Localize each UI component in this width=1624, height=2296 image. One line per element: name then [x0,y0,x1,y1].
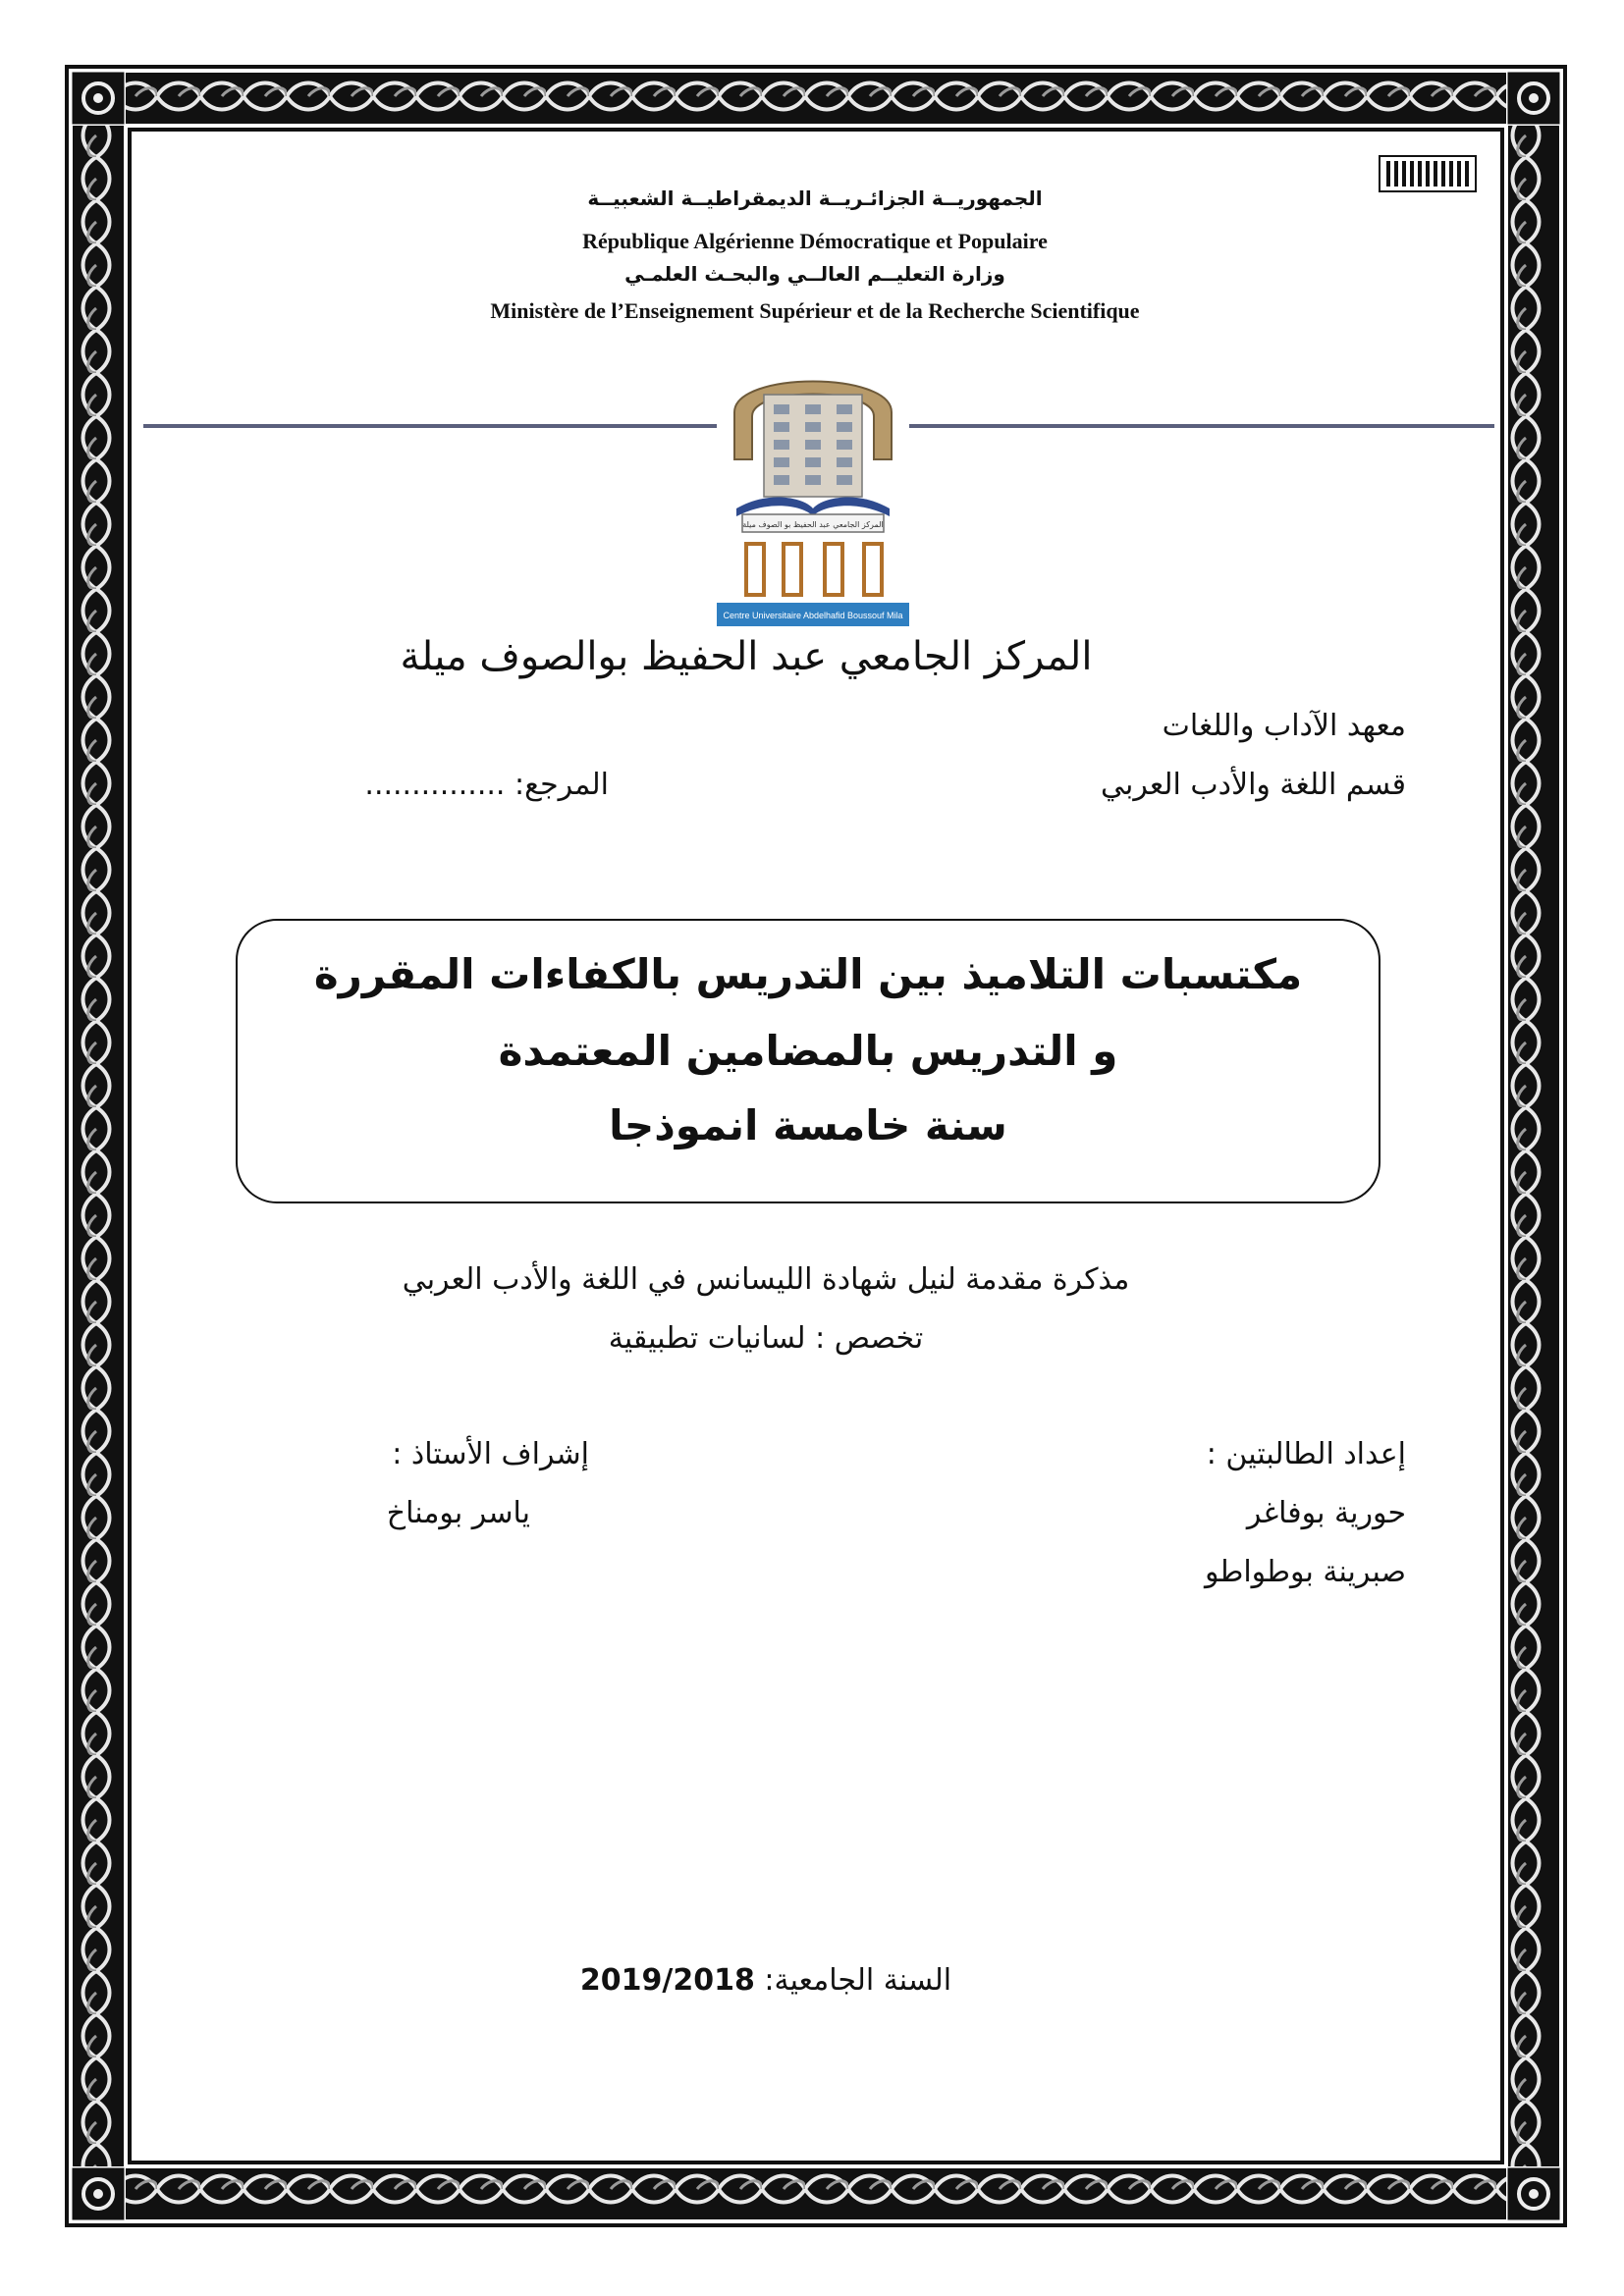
student-name-1: حورية بوفاغر [1246,1496,1406,1530]
degree-specialty: تخصص : لسانيات تطبيقية [608,1321,924,1356]
student-name-2: صبرينة بوطواطو [1204,1555,1406,1589]
supervisor-name: ياسر بومناخ [386,1496,530,1530]
republic-arabic: الجمهوريــة الجزائـريــة الديمقراطيــة الشعبيــة [587,187,1043,210]
students-label: إعداد الطالبتين : [1206,1437,1406,1471]
reference-field [334,768,609,802]
ministry-french: Ministère de l’Enseignement Supérieur et de la Recherche Scientifique [490,298,1140,323]
academic-year-label: السنة الجامعية: [764,1963,952,1998]
academic-year-value: 2019/2018 [579,1963,755,1998]
ministry-arabic: وزارة التعليــم العالــي والبحـث العلمـي [624,262,1005,286]
thesis-title-box [236,919,1380,1203]
reference-label: المرجع: [514,768,609,802]
barcode-icon [1379,155,1477,192]
supervisor-label: إشراف الأستاذ : [392,1437,589,1471]
institute-name: معهد الآداب واللغات [1162,709,1406,743]
department-name: قسم اللغة والأدب العربي [1100,768,1406,802]
academic-year [393,1963,1139,1998]
logo-latin-caption: Centre Universitaire Abdelhafid Boussouf Mila [723,611,903,620]
reference-value: ............... [364,768,506,802]
thesis-title-line-2: و التدريس بالمضامين المعتمدة [498,1027,1118,1075]
thesis-title-line-1: مكتسبات التلاميذ بين التدريس بالكفاءات المقررة [313,950,1303,998]
republic-french: République Algérienne Démocratique et Populaire [582,229,1048,253]
logo-arabic-caption: المركز الجامعي عبد الحفيظ بو الصوف ميلة [742,520,884,529]
degree-description: مذكرة مقدمة لنيل شهادة الليسانس في اللغة والأدب العربي [402,1262,1130,1297]
thesis-title-line-3: سنة خامسة انموذجا [609,1101,1007,1149]
center-name: المركز الجامعي عبد الحفيظ بوالصوف ميلة [400,634,1093,679]
university-logo [717,351,909,628]
